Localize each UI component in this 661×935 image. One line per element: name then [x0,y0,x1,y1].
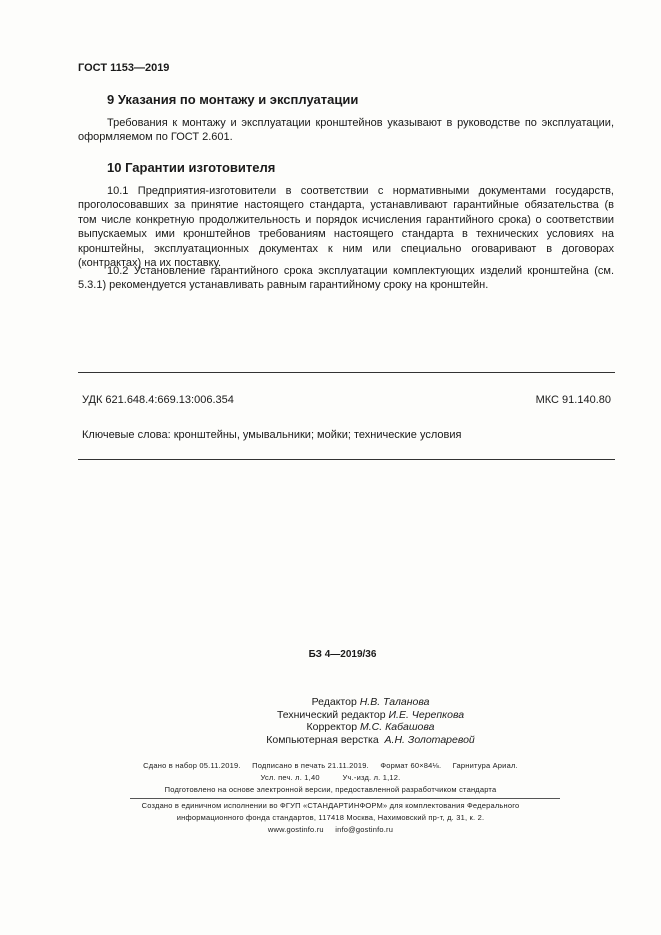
corrector-label: Корректор [306,721,358,733]
corrector-name: М.С. Кабашова [359,721,435,733]
document-header: ГОСТ 1153—2019 [78,62,170,74]
print-info-line-2: Усл. печ. л. 1,40 Уч.-изд. л. 1,12. [260,773,401,782]
mks-code: МКС 91.140.80 [535,394,611,406]
tech-editor-name: И.Е. Черепкова [388,708,465,721]
section-10-title: 10 Гарантии изготовителя [107,160,276,175]
publisher-line-2: информационного фонда стандартов, 117418 Москва, Нахимовский пр-т, д. 31, к. 2. [176,813,485,822]
bz-number: БЗ 4—2019/36 [308,649,377,660]
layout-line [40,734,661,747]
divider-bottom [78,459,615,460]
imprint-separator [130,798,560,799]
publisher-line-1: Создано в единичном исполнении во ФГУП «СТАНДАРТИНФОРМ» для комплектования Федерального [141,801,520,810]
editor-line [40,696,661,709]
imprint-staff [40,696,661,746]
section-10-paragraph-1: 10.1 Предприятия-изготовители в соответствии с нормативными документами государств, проголосовавших за принятие настоящего стандарта, устанавливают гарантийные обязательства (в том числе конкретную продолжительность и порядок исчисления гарантийного срока) о соответствии выпускаемых ими кронштейнов требованиям настоящего стандарта в технических условиях на кронштейны, эксплуатационных документах к ним или специально оговаривают в договорах (контрактах) на их поставку. [78,185,614,270]
editor-label: Редактор [311,696,357,708]
tech-editor-line [40,709,661,722]
print-info-line-3: Подготовлено на основе электронной версии, предоставленной разработчиком стандарта [164,785,497,794]
layout-label: Компьютерная верстка [266,733,379,746]
tech-editor-label: Технический редактор [276,708,386,721]
editor-name: Н.В. Таланова [359,696,430,708]
section-9-title: 9 Указания по монтажу и эксплуатации [107,92,359,107]
divider-top [78,372,615,373]
udk-code: УДК 621.648.4:669.13:006.354 [82,394,234,406]
corrector-line [40,721,661,734]
section-10-paragraph-2: 10.2 Установление гарантийного срока эксплуатации комплектующих изделий кронштейна (см. 5.3.1) рекомендуется устанавливать равным гарантийному сроку на кронштейн. [78,265,614,292]
layout-name: А.Н. Золотаревой [384,733,475,746]
print-info [0,760,661,796]
publisher-info [0,800,661,836]
section-9-text: Требования к монтажу и эксплуатации кронштейнов указывают в руководстве по эксплуатации, оформляемом по ГОСТ 2.601. [78,117,614,144]
print-info-line-1: Сдано в набор 05.11.2019. Подписано в печать 21.11.2019. Формат 60×84⅛. Гарнитура Ариал. [143,761,518,770]
keywords: Ключевые слова: кронштейны, умывальники; мойки; технические условия [82,429,462,441]
publisher-line-3: www.gostinfo.ru info@gostinfo.ru [267,825,394,834]
